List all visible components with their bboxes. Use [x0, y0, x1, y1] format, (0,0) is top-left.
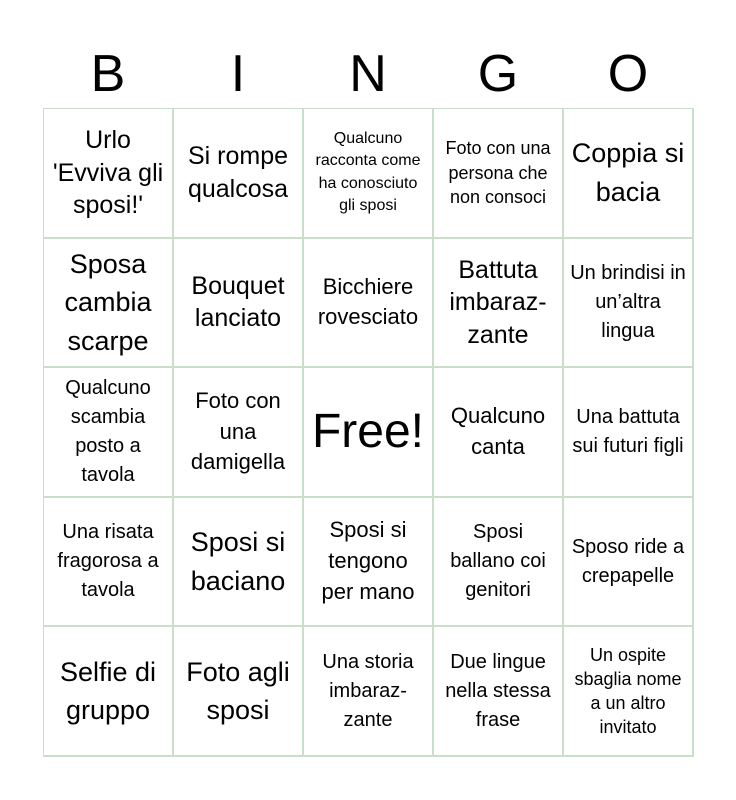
cell-text: Free! — [311, 404, 425, 458]
cell-text: Sposo ride a crepapelle — [571, 535, 685, 587]
bingo-cell[interactable] — [564, 109, 694, 239]
cell-text: Urlo 'Evviva gli sposi!' — [52, 126, 164, 220]
cell-text: Bicchiere rovesciato — [317, 273, 419, 330]
bingo-cell[interactable] — [174, 368, 304, 498]
cell-text: Battuta imbaraz-zante — [449, 255, 547, 349]
bingo-cell[interactable] — [174, 627, 304, 757]
cell-text: Foto con una damigella — [190, 387, 286, 475]
cell-text: Sposi ballano coi genitori — [450, 521, 546, 602]
cell-text: Coppia si bacia — [571, 138, 685, 207]
bingo-cell[interactable] — [564, 368, 694, 498]
bingo-cell[interactable] — [434, 627, 564, 757]
bingo-cell[interactable] — [304, 498, 434, 628]
cell-text: Sposi si tengono per mano — [321, 517, 415, 604]
header-letter-o: O — [607, 45, 649, 103]
bingo-cell[interactable] — [174, 498, 304, 628]
cell-text: Bouquet lanciato — [191, 271, 285, 333]
bingo-cell[interactable] — [564, 627, 694, 757]
cell-text: Foto agli sposi — [186, 656, 290, 726]
bingo-header — [43, 40, 693, 108]
bingo-cell[interactable] — [434, 498, 564, 628]
bingo-cell[interactable] — [304, 239, 434, 369]
cell-text: Qualcuno racconta come ha conosciuto gli sposi — [315, 130, 421, 215]
bingo-cell[interactable] — [434, 239, 564, 369]
cell-text: Foto con una persona che non consoci — [445, 138, 551, 207]
bingo-cell[interactable] — [564, 239, 694, 369]
cell-text: Un brindisi in un’altra lingua — [570, 261, 686, 342]
bingo-cell[interactable] — [304, 109, 434, 239]
bingo-cell[interactable] — [44, 239, 174, 369]
bingo-cell[interactable] — [304, 627, 434, 757]
bingo-cell[interactable] — [434, 368, 564, 498]
header-letter-g: G — [477, 45, 519, 103]
cell-text: Una storia imbaraz-zante — [322, 650, 414, 731]
cell-text: Qualcuno scambia posto a tavola — [65, 376, 151, 486]
bingo-cell[interactable] — [174, 109, 304, 239]
header-letter-n: N — [349, 45, 387, 103]
bingo-cell[interactable] — [44, 498, 174, 628]
cell-text: Una battuta sui futuri figli — [572, 405, 684, 457]
bingo-cell[interactable] — [44, 109, 174, 239]
header-letter-i: I — [230, 45, 246, 103]
bingo-cell[interactable] — [174, 239, 304, 369]
free-space[interactable] — [304, 368, 434, 498]
header-letter-b: B — [90, 45, 126, 103]
bingo-board — [43, 108, 694, 757]
cell-text: Qualcuno canta — [450, 403, 546, 459]
cell-text: Una risata fragorosa a tavola — [57, 521, 159, 602]
cell-text: Selfie di gruppo — [59, 656, 157, 726]
cell-text: Sposa cambia scarpe — [64, 248, 152, 356]
cell-text: Sposi si baciano — [190, 527, 286, 596]
cell-text: Un ospite sbaglia nome a un altro invitato — [574, 644, 682, 738]
bingo-cell[interactable] — [434, 109, 564, 239]
bingo-cell[interactable] — [564, 498, 694, 628]
bingo-cell[interactable] — [44, 627, 174, 757]
bingo-cell[interactable] — [44, 368, 174, 498]
cell-text: Si rompe qualcosa — [187, 142, 289, 203]
cell-text: Due lingue nella stessa frase — [445, 650, 551, 731]
